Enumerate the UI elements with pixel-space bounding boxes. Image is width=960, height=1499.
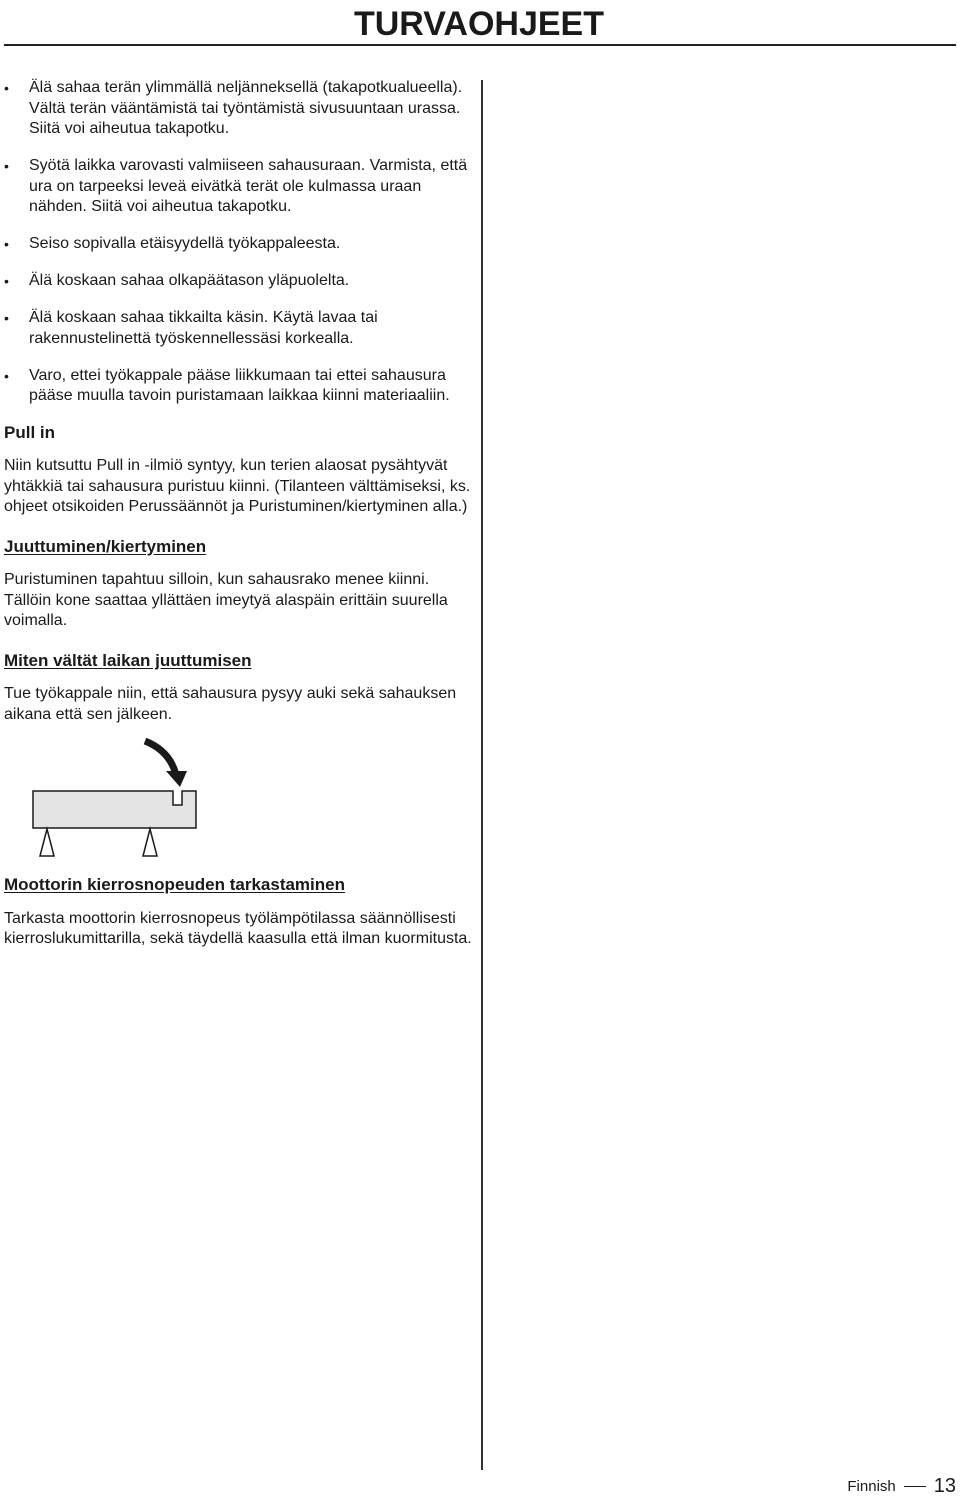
list-item: • Älä koskaan sahaa tikkailta käsin. Käytä lavaa tai rakennustelinettä työskennellessäsi korkealla. (4, 308, 474, 349)
pull-in-heading: Pull in (4, 422, 55, 442)
footer-dash (904, 1486, 926, 1488)
rpm-check-heading: Moottorin kierrosnopeuden tarkastaminen (4, 875, 345, 894)
page-footer (847, 1475, 956, 1498)
left-column (4, 78, 474, 950)
figure-svg (0, 733, 300, 863)
avoid-binding-text: Tue työkappale niin, että sahausura pysyy auki sekä sahauksen aikana että sen jälkeen. (4, 685, 457, 723)
binding-text: Puristuminen tapahtuu silloin, kun sahausrako menee kiinni. Tällöin kone saattaa yllättäen imeytyä alaspäin erittäin suurella voimalla. (4, 571, 448, 629)
page-title: TURVAOHJEET (353, 5, 604, 43)
rpm-check-text: Tarkasta moottorin kierrosnopeus työlämpötilassa säännöllisesti kierroslukumittarilla, sekä täydellä kaasulla että ilman kuormitusta. (4, 909, 472, 947)
list-item: • Seiso sopivalla etäisyydellä työkappaleesta. (4, 234, 474, 255)
workpiece (33, 791, 196, 828)
header-rule (4, 44, 956, 46)
list-item: • Älä koskaan sahaa olkapäätason yläpuolelta. (4, 271, 474, 292)
binding-heading: Juuttuminen/kiertyminen (4, 536, 207, 556)
list-item: • Syötä laikka varovasti valmiiseen sahausuraan. Varmista, että ura on tarpeeksi leveä eivätkä terät ole kulmassa uraan nähden. Siitä voi aiheutua takapotku. (4, 156, 474, 218)
pull-in-text: Niin kutsuttu Pull in -ilmiö syntyy, kun terien alaosat pysähtyvät yhtäkkiä tai sahausura puristuu kiinni. (Tilanteen välttämiseksi, ks. ohjeet otsikoiden Perussäännöt ja Puristuminen/kiertyminen alla.) (4, 457, 471, 515)
column-divider (481, 80, 483, 1470)
avoid-binding-heading: Miten vältät laikan juuttumisen (4, 650, 252, 670)
page-number: 13 (933, 1475, 956, 1497)
list-item: • Älä sahaa terän ylimmällä neljänneksellä (takapotkualueella). Vältä terän vääntämistä tai työntämistä sivusuuntaan urassa. Siitä voi aiheutua takapotku. (4, 78, 474, 140)
support-triangle-icon (40, 829, 54, 856)
footer-language: Finnish (847, 1478, 896, 1495)
support-triangle-icon (143, 829, 157, 856)
safety-bullet-list (4, 78, 474, 407)
workpiece-support-figure (0, 733, 300, 863)
list-item: • Varo, ettei työkappale pääse liikkumaan tai ettei sahausura pääse muulla tavoin puristamaan laikkaa kiinni materiaaliin. (4, 366, 474, 407)
curved-arrow-icon (145, 741, 187, 787)
